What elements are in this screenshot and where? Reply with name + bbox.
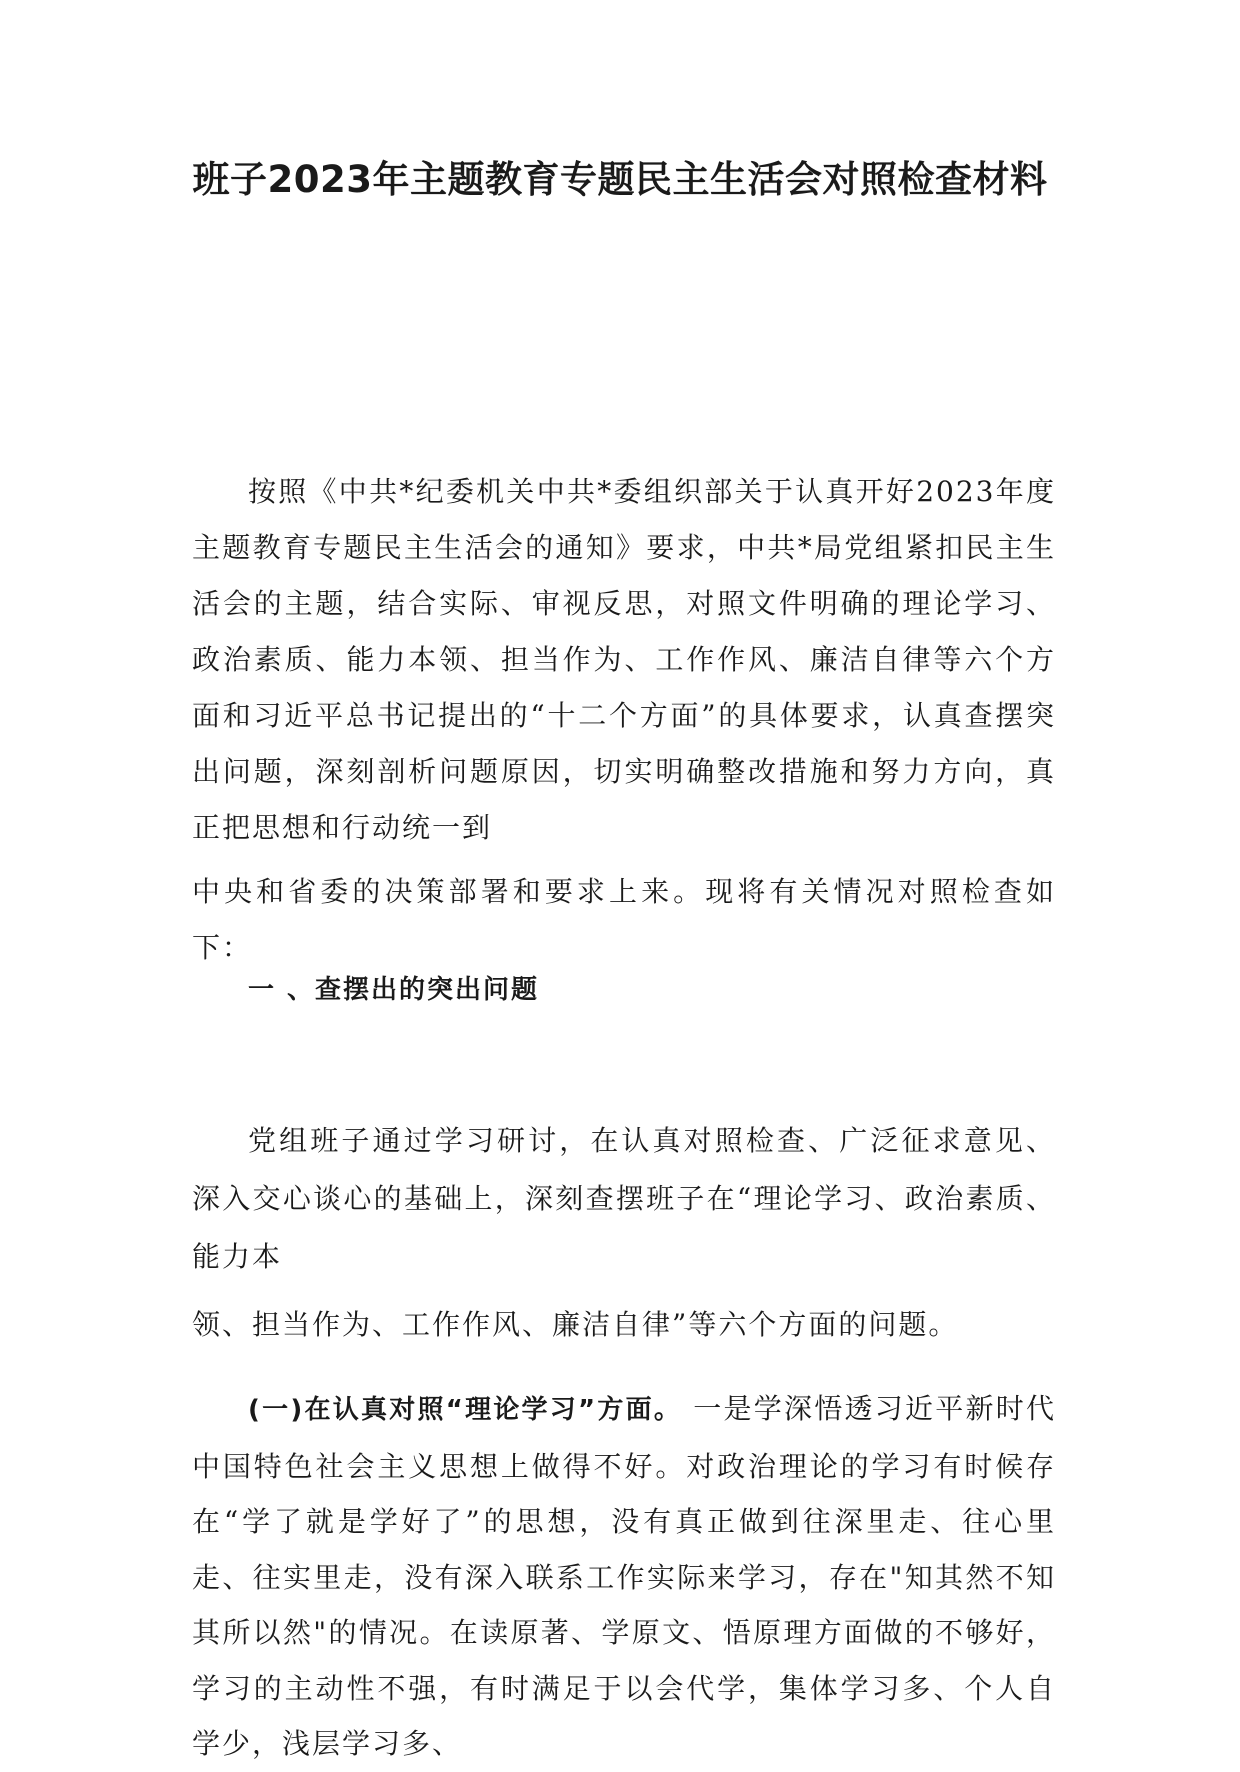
theory-study-body: 一是学深悟透习近平新时代中国特色社会主义思想上做得不好。对政治理论的学习有时候存在“学了就是学好了”的思想，没有真正做到往深里走、往心里走、往实里走，没有深入联系工作实际来学习，存在"知其然不知其所以然"的情况。在读原著、学原文、悟原理方面做的不够好，学习的主动性不强，有时满足于以会代学，集体学习多、个人自学少，浅层学习多、 bbox=[192, 1392, 1056, 1760]
section-intro-paragraph bbox=[192, 1112, 1056, 1354]
intro-paragraph-body: 按照《中共*纪委机关中共*委组织部关于认真开好2023年度主题教育专题民主生活会的通知》要求，中共*局党组紧扣民主生活会的主题，结合实际、审视反思，对照文件明确的理论学习、政治素质、能力本领、担当作为、工作作风、廉洁自律等六个方面和习近平总书记提出的“十二个方面”的具体要求，认真查摆突出问题，深刻剖析问题原因，切实明确整改措施和努力方向，真正把思想和行动统一到 bbox=[192, 475, 1056, 844]
document-title: 班子2023年主题教育专题民主生活会对照检查材料 bbox=[192, 158, 1048, 201]
section-intro-last-line: 领、担当作为、工作作风、廉洁自律”等六个方面的问题。 bbox=[192, 1308, 959, 1341]
intro-paragraph-last-line: 中央和省委的决策部署和要求上来。现将有关情况对照检查如下： bbox=[192, 875, 1056, 964]
intro-paragraph bbox=[192, 464, 1056, 976]
section-intro-body: 党组班子通过学习研讨，在认真对照检查、广泛征求意见、深入交心谈心的基础上，深刻查摆班子在“理论学习、政治素质、能力本 bbox=[192, 1124, 1056, 1273]
theory-study-label: (一)在认真对照“理论学习”方面。 bbox=[248, 1395, 683, 1425]
theory-study-paragraph bbox=[192, 1381, 1056, 1772]
section-heading: 一 、查摆出的突出问题 bbox=[248, 975, 540, 1005]
